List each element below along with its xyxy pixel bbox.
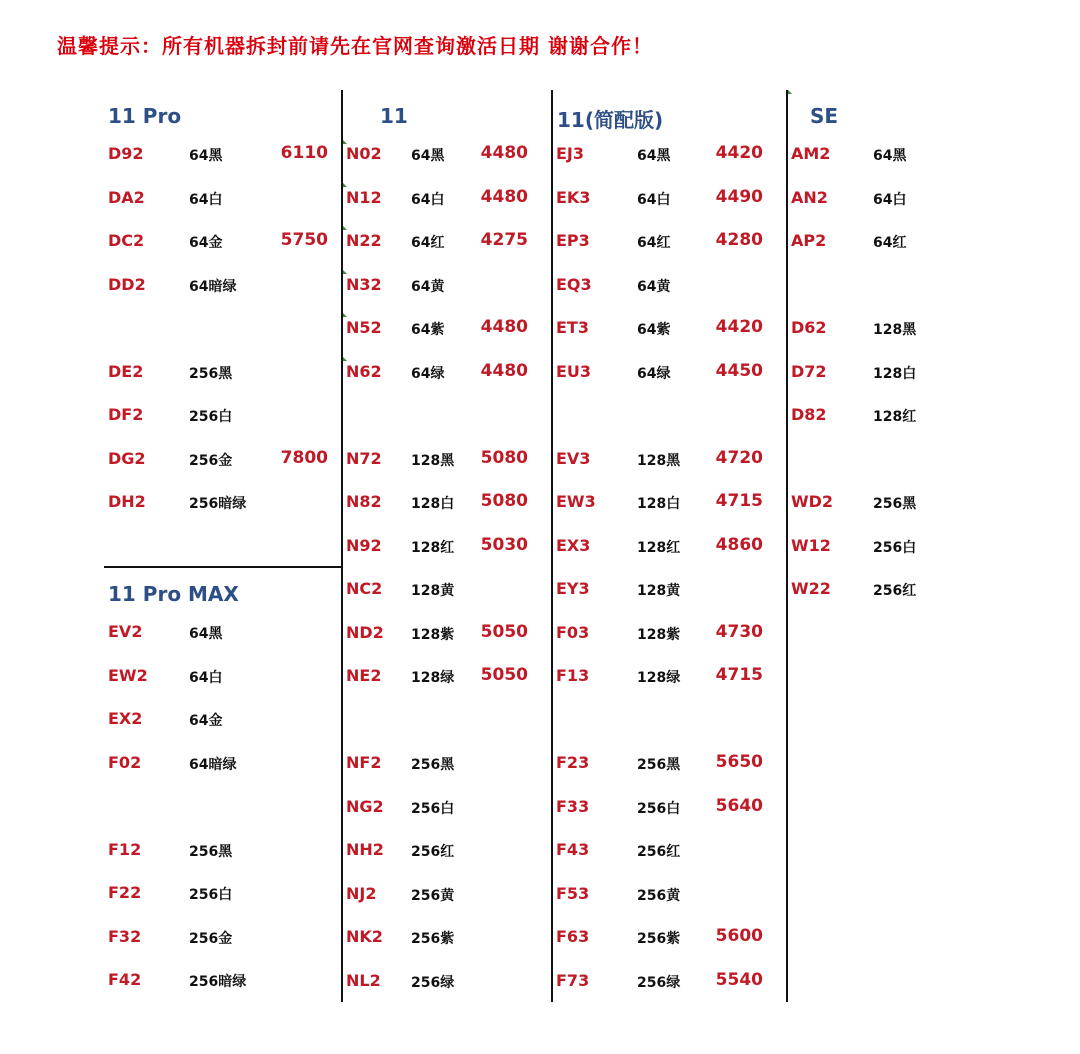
model-code: ND2 (346, 622, 384, 642)
model-spec: 64黑 (189, 148, 223, 164)
model-spec: 64绿 (637, 365, 671, 382)
model-price: 5540 (715, 969, 763, 990)
model-spec: 256金 (189, 930, 233, 947)
model-code: NH2 (346, 840, 384, 859)
model-code: DA2 (108, 187, 145, 207)
model-spec: 128紫 (637, 626, 681, 643)
model-spec: 256白 (637, 800, 681, 817)
model-spec: 64绿 (411, 365, 445, 382)
model-code: F02 (108, 752, 142, 772)
model-price: 5600 (715, 926, 763, 946)
model-spec: 128白 (637, 496, 681, 512)
model-code: F22 (108, 883, 142, 902)
model-code: N02 (346, 144, 382, 163)
model-spec: 128红 (637, 539, 681, 556)
model-spec: 128红 (873, 409, 917, 425)
model-code: NJ2 (346, 883, 377, 903)
model-code: N92 (346, 535, 382, 555)
model-code: F32 (108, 926, 142, 946)
model-code: ET3 (556, 318, 589, 337)
model-price: 4480 (480, 360, 528, 381)
model-price: 4720 (715, 447, 763, 468)
model-spec: 64黑 (873, 148, 907, 164)
model-code: D82 (791, 405, 827, 424)
model-spec: 64红 (637, 235, 671, 251)
model-code: DH2 (108, 492, 146, 511)
corner-mark (343, 226, 347, 230)
model-spec: 256黄 (411, 887, 455, 904)
divider-vertical-3 (786, 90, 788, 1002)
model-spec: 128白 (873, 365, 917, 382)
model-price: 4420 (715, 317, 763, 337)
model-code: EU3 (556, 361, 592, 381)
model-code: AN2 (791, 187, 828, 207)
model-code: N72 (346, 448, 382, 468)
model-code: EX3 (556, 535, 591, 555)
model-spec: 256黑 (873, 496, 917, 512)
model-code: NG2 (346, 796, 384, 816)
corner-mark (343, 313, 347, 317)
model-spec: 64白 (189, 669, 223, 686)
model-code: DG2 (108, 448, 146, 468)
model-price: 4420 (715, 143, 763, 163)
model-code: F73 (556, 970, 590, 990)
model-spec: 64红 (873, 235, 907, 251)
model-spec: 64金 (189, 713, 223, 729)
model-code: F33 (556, 796, 590, 816)
model-price: 5640 (715, 795, 763, 816)
model-price: 5050 (480, 665, 528, 685)
model-spec: 64金 (189, 235, 223, 251)
model-spec: 64白 (411, 191, 445, 208)
model-spec: 128黑 (637, 452, 681, 469)
model-spec: 256白 (411, 800, 455, 817)
model-code: DD2 (108, 274, 146, 294)
model-spec: 256黑 (189, 843, 233, 860)
model-code: DE2 (108, 361, 144, 381)
corner-mark (343, 357, 347, 361)
model-code: W22 (791, 579, 831, 598)
header-11-lite: 11(简配版) (557, 108, 664, 132)
header-se: SE (810, 104, 839, 128)
model-spec: 128白 (411, 496, 455, 512)
model-code: NC2 (346, 579, 383, 598)
model-price: 4715 (715, 665, 763, 685)
model-code: EP3 (556, 231, 590, 250)
model-spec: 256红 (637, 844, 681, 860)
model-code: F42 (108, 970, 142, 989)
model-code: EX2 (108, 709, 143, 728)
model-code: N32 (346, 274, 382, 294)
model-code: EJ3 (556, 144, 585, 163)
model-price: 4715 (715, 491, 763, 511)
model-spec: 256黑 (411, 757, 455, 773)
model-price: 5050 (480, 621, 528, 642)
model-price: 4480 (480, 143, 528, 163)
model-code: AM2 (791, 144, 831, 163)
model-code: N12 (346, 187, 382, 207)
model-code: AP2 (791, 231, 827, 250)
corner-mark (343, 270, 347, 274)
model-spec: 128绿 (637, 670, 681, 686)
model-price: 5750 (280, 230, 328, 250)
model-code: EW2 (108, 665, 148, 685)
corner-mark (788, 90, 792, 94)
model-spec: 256红 (873, 583, 917, 599)
model-price: 6110 (280, 143, 328, 163)
model-price: 5030 (480, 534, 528, 555)
model-price: 5080 (480, 447, 528, 468)
model-price: 4730 (715, 621, 763, 642)
notice-banner: 温馨提示：所有机器拆封前请先在官网查询激活日期 谢谢合作！ (57, 34, 653, 58)
model-spec: 64黄 (637, 278, 671, 295)
model-price: 5080 (480, 491, 528, 511)
model-price: 4480 (480, 186, 528, 207)
model-code: N62 (346, 361, 382, 381)
model-code: NE2 (346, 666, 382, 685)
model-spec: 64黑 (411, 148, 445, 164)
model-code: EY3 (556, 579, 590, 598)
model-code: D62 (791, 318, 827, 337)
model-spec: 256暗绿 (189, 974, 247, 990)
model-code: F03 (556, 622, 590, 642)
model-code: EV2 (108, 622, 143, 641)
model-spec: 256黄 (637, 887, 681, 904)
model-spec: 128绿 (411, 670, 455, 686)
model-code: NK2 (346, 927, 383, 946)
model-code: EV3 (556, 448, 591, 468)
model-code: N52 (346, 318, 382, 337)
model-code: F12 (108, 839, 142, 859)
model-code: EW3 (556, 492, 596, 511)
model-spec: 64暗绿 (189, 278, 237, 295)
model-code: N22 (346, 231, 382, 250)
corner-mark (343, 140, 347, 144)
model-spec: 256白 (189, 409, 233, 425)
model-spec: 256绿 (411, 974, 455, 991)
model-spec: 64黄 (411, 278, 445, 295)
model-spec: 128紫 (411, 626, 455, 643)
model-code: DF2 (108, 405, 144, 424)
model-spec: 256白 (189, 887, 233, 903)
model-code: F13 (556, 666, 590, 685)
divider-horizontal (104, 566, 343, 568)
model-code: W12 (791, 535, 831, 555)
model-price: 4275 (480, 230, 528, 250)
model-code: F23 (556, 753, 590, 772)
model-price: 4860 (715, 534, 763, 555)
model-spec: 256紫 (637, 931, 681, 947)
model-spec: 128黄 (411, 583, 455, 599)
model-code: D92 (108, 144, 144, 163)
model-spec: 128红 (411, 539, 455, 556)
model-price: 4490 (715, 186, 763, 207)
model-spec: 256紫 (411, 931, 455, 947)
model-spec: 128黑 (873, 322, 917, 338)
model-spec: 128黄 (637, 583, 681, 599)
model-price: 4280 (715, 230, 763, 250)
corner-mark (343, 183, 347, 187)
model-spec: 128黑 (411, 452, 455, 469)
header-11: 11 (380, 104, 408, 128)
model-spec: 64紫 (411, 322, 445, 338)
model-price: 5650 (715, 752, 763, 772)
model-code: D72 (791, 361, 827, 381)
model-spec: 64黑 (189, 626, 223, 642)
model-price: 7800 (280, 447, 328, 468)
model-code: DC2 (108, 231, 145, 250)
model-spec: 64暗绿 (189, 756, 237, 773)
model-price: 4480 (480, 317, 528, 337)
model-spec: 64紫 (637, 322, 671, 338)
model-spec: 256绿 (637, 974, 681, 991)
model-code: EQ3 (556, 274, 592, 294)
model-code: NF2 (346, 753, 382, 772)
model-spec: 256黑 (189, 365, 233, 382)
model-spec: 256暗绿 (189, 496, 247, 512)
model-code: EK3 (556, 187, 591, 207)
model-code: F63 (556, 927, 590, 946)
model-spec: 256金 (189, 452, 233, 469)
model-code: F53 (556, 883, 590, 903)
model-spec: 64黑 (637, 148, 671, 164)
model-spec: 256红 (411, 844, 455, 860)
model-code: N82 (346, 492, 382, 511)
model-code: NL2 (346, 970, 381, 990)
model-code: F43 (556, 840, 590, 859)
divider-vertical-2 (551, 90, 553, 1002)
model-spec: 64白 (189, 191, 223, 208)
header-11-pro-max: 11 Pro MAX (108, 582, 239, 606)
model-price: 4450 (715, 360, 763, 381)
model-spec: 64白 (873, 191, 907, 208)
header-11-pro: 11 Pro (108, 104, 182, 128)
model-spec: 256白 (873, 539, 917, 556)
model-spec: 64白 (637, 191, 671, 208)
model-spec: 256黑 (637, 757, 681, 773)
model-code: WD2 (791, 492, 834, 511)
model-spec: 64红 (411, 235, 445, 251)
